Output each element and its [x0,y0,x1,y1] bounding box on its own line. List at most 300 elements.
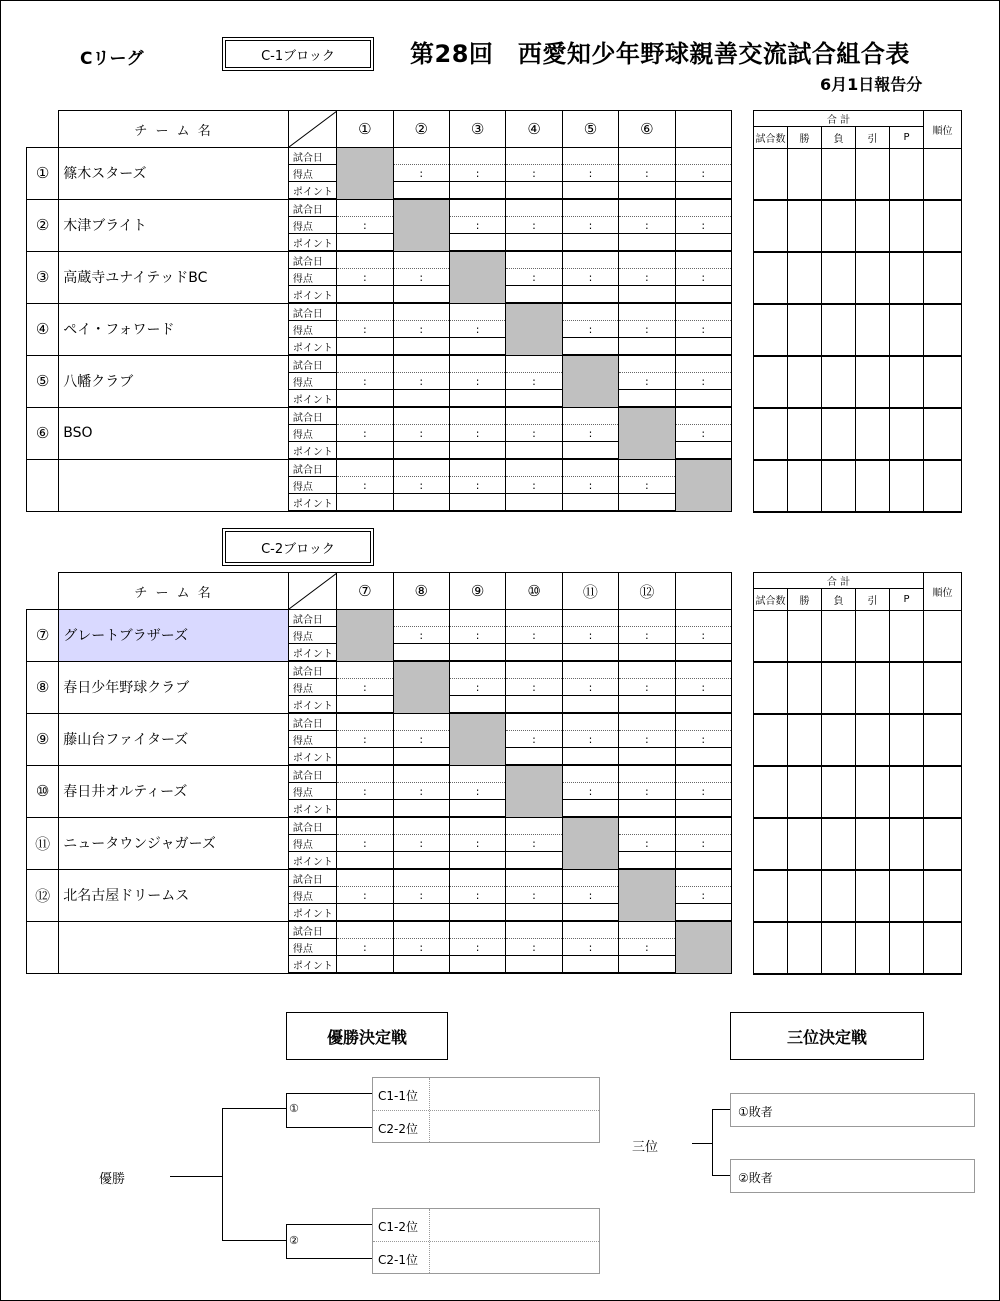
match-date-cell[interactable] [337,869,393,887]
score-cell[interactable]: : [506,835,562,852]
points-cell[interactable] [619,956,675,974]
points-cell[interactable] [449,644,505,662]
score-cell[interactable]: : [337,887,393,904]
summary-cell[interactable] [890,149,924,201]
score-cell[interactable]: : [337,477,393,494]
match-date-cell[interactable] [619,459,675,477]
points-cell[interactable] [337,904,393,922]
score-cell[interactable]: : [562,425,618,442]
match-date-cell[interactable] [675,765,731,783]
summary-cell[interactable] [788,304,822,356]
score-cell[interactable]: : [393,939,449,956]
points-cell[interactable] [337,852,393,870]
summary-cell[interactable] [856,611,890,663]
summary-cell[interactable] [822,818,856,870]
match-date-cell[interactable] [393,355,449,373]
score-cell[interactable]: : [675,887,731,904]
summary-cell[interactable] [856,200,890,252]
score-cell[interactable]: : [675,373,731,390]
points-cell[interactable] [449,696,505,714]
summary-cell[interactable] [924,922,962,974]
match-date-cell[interactable] [506,199,562,217]
points-cell[interactable] [337,748,393,766]
score-cell[interactable]: : [337,679,393,696]
summary-cell[interactable] [754,304,788,356]
score-cell[interactable]: : [393,425,449,442]
team-name[interactable]: ペイ・フォワード [59,303,289,355]
points-cell[interactable] [619,182,675,200]
points-cell[interactable] [393,390,449,408]
match-date-cell[interactable] [449,610,505,627]
points-cell[interactable] [506,852,562,870]
points-cell[interactable] [337,800,393,818]
summary-cell[interactable] [856,870,890,922]
summary-cell[interactable] [822,252,856,304]
summary-cell[interactable] [788,766,822,818]
points-cell[interactable] [675,852,731,870]
points-cell[interactable] [675,234,731,252]
points-cell[interactable] [506,696,562,714]
match-date-cell[interactable] [675,148,731,165]
team-name[interactable]: BSO [59,407,289,459]
score-cell[interactable]: : [675,783,731,800]
points-cell[interactable] [506,494,562,512]
summary-cell[interactable] [822,662,856,714]
match-date-cell[interactable] [337,251,393,269]
match-date-cell[interactable] [619,355,675,373]
summary-cell[interactable] [822,714,856,766]
match-date-cell[interactable] [675,713,731,731]
points-cell[interactable] [506,644,562,662]
match-date-cell[interactable] [506,148,562,165]
score-cell[interactable]: : [619,679,675,696]
points-cell[interactable] [675,442,731,460]
match-date-cell[interactable] [506,713,562,731]
score-cell[interactable]: : [393,731,449,748]
points-cell[interactable] [619,852,675,870]
score-cell[interactable]: : [393,835,449,852]
match-date-cell[interactable] [449,765,505,783]
match-date-cell[interactable] [619,610,675,627]
team-name[interactable]: 春日井オルティーズ [59,765,289,817]
score-cell[interactable]: : [393,477,449,494]
points-cell[interactable] [506,286,562,304]
points-cell[interactable] [449,234,505,252]
match-date-cell[interactable] [393,303,449,321]
points-cell[interactable] [449,852,505,870]
points-cell[interactable] [506,182,562,200]
match-date-cell[interactable] [562,303,618,321]
score-cell[interactable]: : [393,269,449,286]
team-name[interactable]: 高蔵寺ユナイテッドBC [59,251,289,303]
match-date-cell[interactable] [675,303,731,321]
match-date-cell[interactable] [562,148,618,165]
points-cell[interactable] [506,234,562,252]
summary-cell[interactable] [890,252,924,304]
summary-cell[interactable] [788,408,822,460]
points-cell[interactable] [449,390,505,408]
summary-cell[interactable] [924,460,962,512]
points-cell[interactable] [393,852,449,870]
score-cell[interactable]: : [337,217,393,234]
summary-cell[interactable] [890,766,924,818]
points-cell[interactable] [619,748,675,766]
summary-cell[interactable] [788,149,822,201]
summary-cell[interactable] [788,662,822,714]
summary-cell[interactable] [822,356,856,408]
summary-cell[interactable] [788,460,822,512]
match-date-cell[interactable] [506,459,562,477]
match-date-cell[interactable] [506,869,562,887]
score-cell[interactable]: : [619,835,675,852]
summary-cell[interactable] [822,200,856,252]
score-cell[interactable]: : [393,373,449,390]
points-cell[interactable] [393,182,449,200]
match-date-cell[interactable] [675,610,731,627]
points-cell[interactable] [562,442,618,460]
match-date-cell[interactable] [619,251,675,269]
summary-cell[interactable] [754,922,788,974]
summary-cell[interactable] [788,611,822,663]
score-cell[interactable]: : [393,321,449,338]
score-cell[interactable]: : [619,783,675,800]
score-cell[interactable]: : [449,165,505,182]
points-cell[interactable] [337,338,393,356]
points-cell[interactable] [506,956,562,974]
summary-cell[interactable] [788,818,822,870]
score-cell[interactable]: : [449,425,505,442]
summary-cell[interactable] [924,611,962,663]
match-date-cell[interactable] [449,661,505,679]
score-cell[interactable]: : [506,165,562,182]
points-cell[interactable] [562,748,618,766]
points-cell[interactable] [449,494,505,512]
team-name[interactable]: グレートブラザーズ [59,610,289,662]
match-date-cell[interactable] [562,921,618,939]
summary-cell[interactable] [924,200,962,252]
match-date-cell[interactable] [449,199,505,217]
summary-cell[interactable] [924,252,962,304]
summary-cell[interactable] [890,356,924,408]
score-cell[interactable]: : [619,477,675,494]
match-date-cell[interactable] [619,817,675,835]
score-cell[interactable]: : [393,627,449,644]
match-date-cell[interactable] [675,407,731,425]
score-cell[interactable]: : [337,731,393,748]
summary-cell[interactable] [856,662,890,714]
points-cell[interactable] [337,286,393,304]
score-cell[interactable]: : [449,835,505,852]
summary-cell[interactable] [856,408,890,460]
match-date-cell[interactable] [449,459,505,477]
match-date-cell[interactable] [393,459,449,477]
summary-cell[interactable] [754,252,788,304]
score-cell[interactable]: : [506,939,562,956]
score-cell[interactable]: : [449,373,505,390]
score-cell[interactable]: : [619,731,675,748]
score-cell[interactable]: : [562,627,618,644]
summary-cell[interactable] [890,662,924,714]
points-cell[interactable] [562,956,618,974]
score-cell[interactable]: : [562,477,618,494]
match-date-cell[interactable] [449,303,505,321]
match-date-cell[interactable] [337,765,393,783]
summary-cell[interactable] [856,714,890,766]
summary-cell[interactable] [754,356,788,408]
match-date-cell[interactable] [393,869,449,887]
points-cell[interactable] [675,286,731,304]
points-cell[interactable] [562,696,618,714]
summary-cell[interactable] [754,870,788,922]
match-date-cell[interactable] [562,765,618,783]
points-cell[interactable] [337,390,393,408]
score-cell[interactable]: : [337,425,393,442]
summary-cell[interactable] [924,870,962,922]
match-date-cell[interactable] [393,148,449,165]
points-cell[interactable] [562,234,618,252]
summary-cell[interactable] [754,149,788,201]
points-cell[interactable] [619,800,675,818]
points-cell[interactable] [619,494,675,512]
score-cell[interactable]: : [337,269,393,286]
summary-cell[interactable] [788,922,822,974]
score-cell[interactable]: : [449,783,505,800]
summary-cell[interactable] [754,714,788,766]
summary-cell[interactable] [856,149,890,201]
match-date-cell[interactable] [562,459,618,477]
summary-cell[interactable] [822,766,856,818]
points-cell[interactable] [337,234,393,252]
points-cell[interactable] [562,644,618,662]
match-date-cell[interactable] [393,921,449,939]
points-cell[interactable] [393,956,449,974]
match-date-cell[interactable] [562,713,618,731]
summary-cell[interactable] [754,818,788,870]
points-cell[interactable] [562,338,618,356]
points-cell[interactable] [619,696,675,714]
points-cell[interactable] [675,904,731,922]
points-cell[interactable] [619,234,675,252]
points-cell[interactable] [562,494,618,512]
points-cell[interactable] [449,800,505,818]
team-name[interactable]: 篠木スターズ [59,148,289,200]
summary-cell[interactable] [890,714,924,766]
points-cell[interactable] [449,338,505,356]
summary-cell[interactable] [822,460,856,512]
summary-cell[interactable] [890,611,924,663]
match-date-cell[interactable] [337,713,393,731]
summary-cell[interactable] [924,408,962,460]
match-date-cell[interactable] [393,251,449,269]
score-cell[interactable]: : [675,217,731,234]
score-cell[interactable]: : [449,477,505,494]
summary-cell[interactable] [890,460,924,512]
match-date-cell[interactable] [562,251,618,269]
summary-cell[interactable] [924,818,962,870]
match-date-cell[interactable] [619,713,675,731]
match-date-cell[interactable] [506,661,562,679]
summary-cell[interactable] [822,870,856,922]
points-cell[interactable] [675,182,731,200]
points-cell[interactable] [393,644,449,662]
match-date-cell[interactable] [562,407,618,425]
points-cell[interactable] [393,338,449,356]
team-name[interactable]: 八幡クラブ [59,355,289,407]
points-cell[interactable] [393,800,449,818]
match-date-cell[interactable] [449,148,505,165]
score-cell[interactable]: : [562,269,618,286]
summary-cell[interactable] [890,200,924,252]
score-cell[interactable]: : [393,783,449,800]
score-cell[interactable]: : [619,217,675,234]
points-cell[interactable] [619,644,675,662]
summary-cell[interactable] [890,304,924,356]
match-date-cell[interactable] [337,199,393,217]
score-cell[interactable]: : [562,783,618,800]
points-cell[interactable] [337,494,393,512]
match-date-cell[interactable] [506,817,562,835]
score-cell[interactable]: : [337,939,393,956]
points-cell[interactable] [449,956,505,974]
score-cell[interactable]: : [393,887,449,904]
points-cell[interactable] [393,286,449,304]
score-cell[interactable]: : [337,783,393,800]
summary-cell[interactable] [924,304,962,356]
points-cell[interactable] [506,390,562,408]
match-date-cell[interactable] [619,148,675,165]
summary-cell[interactable] [822,304,856,356]
match-date-cell[interactable] [562,199,618,217]
summary-cell[interactable] [754,611,788,663]
points-cell[interactable] [562,800,618,818]
score-cell[interactable]: : [337,373,393,390]
score-cell[interactable]: : [562,321,618,338]
score-cell[interactable]: : [449,321,505,338]
points-cell[interactable] [675,696,731,714]
match-date-cell[interactable] [449,407,505,425]
score-cell[interactable]: : [675,269,731,286]
points-cell[interactable] [506,748,562,766]
score-cell[interactable]: : [562,939,618,956]
score-cell[interactable]: : [506,627,562,644]
summary-cell[interactable] [754,408,788,460]
points-cell[interactable] [449,442,505,460]
score-cell[interactable]: : [619,939,675,956]
match-date-cell[interactable] [393,817,449,835]
summary-cell[interactable] [856,252,890,304]
score-cell[interactable]: : [449,217,505,234]
match-date-cell[interactable] [449,355,505,373]
team-name[interactable] [59,459,289,511]
summary-cell[interactable] [924,766,962,818]
summary-cell[interactable] [890,870,924,922]
points-cell[interactable] [449,182,505,200]
score-cell[interactable]: : [562,679,618,696]
summary-cell[interactable] [924,662,962,714]
match-date-cell[interactable] [675,199,731,217]
match-date-cell[interactable] [619,921,675,939]
points-cell[interactable] [506,904,562,922]
summary-cell[interactable] [788,252,822,304]
summary-cell[interactable] [754,460,788,512]
summary-cell[interactable] [822,922,856,974]
match-date-cell[interactable] [562,661,618,679]
match-date-cell[interactable] [619,765,675,783]
score-cell[interactable]: : [619,321,675,338]
summary-cell[interactable] [754,766,788,818]
match-date-cell[interactable] [337,921,393,939]
score-cell[interactable]: : [675,835,731,852]
score-cell[interactable]: : [619,373,675,390]
score-cell[interactable]: : [675,679,731,696]
points-cell[interactable] [619,338,675,356]
score-cell[interactable]: : [562,217,618,234]
score-cell[interactable]: : [449,627,505,644]
score-cell[interactable]: : [675,627,731,644]
points-cell[interactable] [675,800,731,818]
score-cell[interactable]: : [337,321,393,338]
match-date-cell[interactable] [337,817,393,835]
score-cell[interactable]: : [619,165,675,182]
match-date-cell[interactable] [675,869,731,887]
score-cell[interactable]: : [449,887,505,904]
score-cell[interactable]: : [506,425,562,442]
match-date-cell[interactable] [675,251,731,269]
score-cell[interactable]: : [506,679,562,696]
points-cell[interactable] [393,904,449,922]
score-cell[interactable]: : [675,731,731,748]
points-cell[interactable] [675,644,731,662]
score-cell[interactable]: : [337,835,393,852]
points-cell[interactable] [675,390,731,408]
score-cell[interactable]: : [619,627,675,644]
match-date-cell[interactable] [506,251,562,269]
match-date-cell[interactable] [393,610,449,627]
points-cell[interactable] [562,904,618,922]
summary-cell[interactable] [856,356,890,408]
score-cell[interactable]: : [506,217,562,234]
summary-cell[interactable] [754,662,788,714]
match-date-cell[interactable] [619,199,675,217]
match-date-cell[interactable] [506,355,562,373]
match-date-cell[interactable] [675,661,731,679]
score-cell[interactable]: : [506,373,562,390]
match-date-cell[interactable] [393,713,449,731]
match-date-cell[interactable] [337,355,393,373]
summary-cell[interactable] [788,870,822,922]
summary-cell[interactable] [890,818,924,870]
score-cell[interactable]: : [562,731,618,748]
summary-cell[interactable] [856,766,890,818]
match-date-cell[interactable] [337,661,393,679]
score-cell[interactable]: : [562,165,618,182]
summary-cell[interactable] [788,714,822,766]
points-cell[interactable] [562,286,618,304]
points-cell[interactable] [337,696,393,714]
score-cell[interactable]: : [506,887,562,904]
points-cell[interactable] [337,956,393,974]
team-name[interactable] [59,921,289,973]
score-cell[interactable]: : [506,477,562,494]
score-cell[interactable]: : [449,679,505,696]
match-date-cell[interactable] [562,869,618,887]
summary-cell[interactable] [924,356,962,408]
summary-cell[interactable] [856,818,890,870]
match-date-cell[interactable] [393,407,449,425]
match-date-cell[interactable] [337,303,393,321]
match-date-cell[interactable] [619,661,675,679]
points-cell[interactable] [449,904,505,922]
